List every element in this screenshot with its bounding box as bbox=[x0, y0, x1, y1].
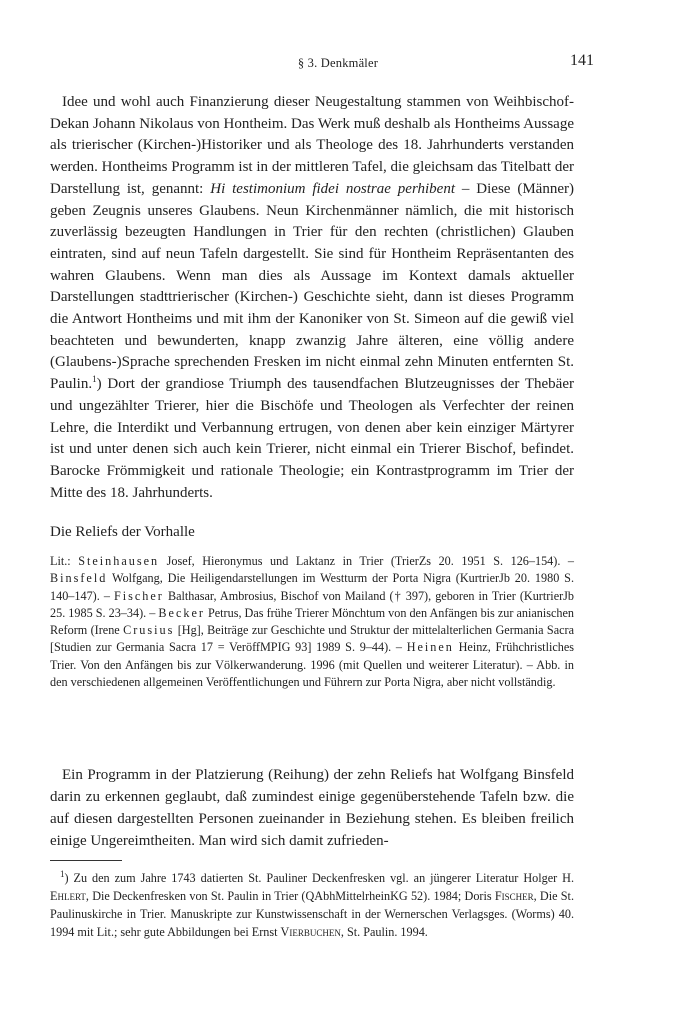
lit-text: Wolfgang, Die Heiligendarstellungen im Westturm der Porta Nigra (KurtrierJb 20. 1980 S. 140–147). – bbox=[50, 571, 574, 603]
paragraph-reliefs: Ein Programm in der Platzierung (Reihung) der zehn Reliefs hat Wolfgang Binsfeld darin zu erkennen geglaubt, daß zumindest einige gegenüberstehende Tafeln bzw. die auf diesen dargestellten Personen zueinander in Beziehung stehen. Es bleiben freilich einige Ungereimtheiten. Man wird sich damit zufrieden- bbox=[50, 767, 574, 849]
section-heading: Die Reliefs der Vorhalle bbox=[50, 524, 195, 540]
author-name: Fischer bbox=[494, 889, 534, 903]
literature-list bbox=[50, 553, 574, 691]
latin-quote: Hi testimonium fidei nostrae perhibent bbox=[210, 180, 456, 197]
paragraph-text: Idee und wohl auch Finanzierung dieser Neugestaltung stammen von Weihbischof-Dekan Johann Nikolaus von Hontheim. Das Werk muß deshalb als Hontheims Aussage als trierischer (Kirchen-)Historiker und als Theologe des 18. Jahrhunderts verstanden werden. Hontheims Programm ist in der mittleren Tafel, die gleichsam das Titelbatt der Darstellung ist, genannt: bbox=[50, 94, 574, 197]
lit-text: Balthasar, Ambrosius, Bischof von Mailand († 397), geboren in Trier (KurtrierJb 25. 1985 S. 23–34). – bbox=[50, 588, 574, 620]
lit-text: Petrus, Das frühe Trierer Mönchtum von den Anfängen bis zur anianischen Reform (Irene bbox=[50, 605, 574, 638]
footnote-text: , Die St. Paulinuskirche in Trier. Manuskripte zur Kunstwissenschaft in der Wernerschen Verlagsges. (Worms) 40. 1994 mit Lit.; sehr gute Abbildungen bei Ernst bbox=[50, 889, 574, 939]
footnote-text: ) Zu den zum Jahre 1743 datierten St. Pauliner Deckenfresken vgl. an jüngerer Literatur Holger H. bbox=[64, 871, 574, 885]
page-header bbox=[88, 52, 594, 72]
author-name: Becker bbox=[158, 605, 205, 620]
footnote bbox=[50, 869, 574, 941]
page-number: 141 bbox=[570, 52, 594, 69]
author-name: Crusius bbox=[123, 623, 175, 638]
lit-text: [Hg], Beiträge zur Geschichte und Struktur der mittelalterlichen Germania Sacra [Studien zur Germania Sacra 17 = VeröffMPIG 93] 1989 S. 9–44). – bbox=[50, 623, 574, 655]
author-name: Ehlert bbox=[50, 889, 86, 903]
author-name: Steinhausen bbox=[78, 554, 160, 568]
lit-text: Josef, Hieronymus und Laktanz in Trier (TrierZs 20. 1951 S. 126–154). – bbox=[159, 554, 574, 568]
footnote-reference[interactable]: 1 bbox=[92, 374, 97, 385]
paragraph-hontheim bbox=[50, 92, 574, 504]
lit-label: Lit.: bbox=[50, 554, 79, 568]
running-head: § 3. Denkmäler bbox=[297, 56, 379, 70]
author-name: Vierbuchen bbox=[280, 925, 341, 939]
lit-text: Heinz, Frühchristliches Trier. Von den Anfängen bis zur Völkerwanderung. 1996 (mit Quellen und weiterer Literatur). – Abb. in den verschiedenen allgemeinen Veröffentlichungen und Führern zur Porta Nigra, aber nicht vollständig. bbox=[50, 640, 574, 690]
author-name: Heinen bbox=[406, 640, 454, 655]
footnote-marker: 1 bbox=[60, 868, 65, 879]
footnote-text: , St. Paulin. 1994. bbox=[340, 925, 428, 939]
paragraph-text: – Diese (Männer) geben Zeugnis unseres Glaubens. Neun Kirchenmänner nämlich, die mit historisch zuverlässig bezeugten Handlungen in Trier für den rechten (christlichen) Glauben eintraten, sind auf neun Tafeln dargestellt. Sie sind für Hontheim Repräsentanten des wahren Glaubens. Wenn man dies als Aussage im Kontext damals aktueller Darstellungen stadttrierischer (Kirchen-) Geschichte sieht, dann ist dieses Programm die Antwort Hontheims und mit ihm der Kanoniker von St. Simeon auf die gewiß viel beachteten und bewunderten, knapp zwanzig Jahre älteren, eine völlig andere (Glaubens-)Sprache sprechenden Fresken im nicht einmal zehn Minuten entfernten St. Paulin. bbox=[50, 180, 574, 393]
main-text bbox=[50, 92, 574, 504]
author-name: Binsfeld bbox=[50, 571, 108, 586]
paragraph-text: ) Dort der grandiose Triumph des tausendfachen Blutzeugnisses der Thebäer und ungezählter Trierer, hier die Bischöfe und Theologen als Verfechter der reinen Lehre, die Interdikt und Verbannung ertrugen, von denen aber kein einziger Märtyrer ist und unter denen sich auch kein Trierer, nicht einmal ein Trierer Bischof, befindet. Barocke Frömmigkeit und rationale Theologie; ein Kontrastprogramm im Trier der Mitte des 18. Jahrhunderts. bbox=[50, 376, 574, 501]
footnote-text: , Die Deckenfresken von St. Paulin in Trier (QAbhMittelrheinKG 52). 1984; Doris bbox=[85, 889, 495, 903]
author-name: Fischer bbox=[113, 588, 164, 603]
footnote-divider bbox=[50, 860, 122, 861]
